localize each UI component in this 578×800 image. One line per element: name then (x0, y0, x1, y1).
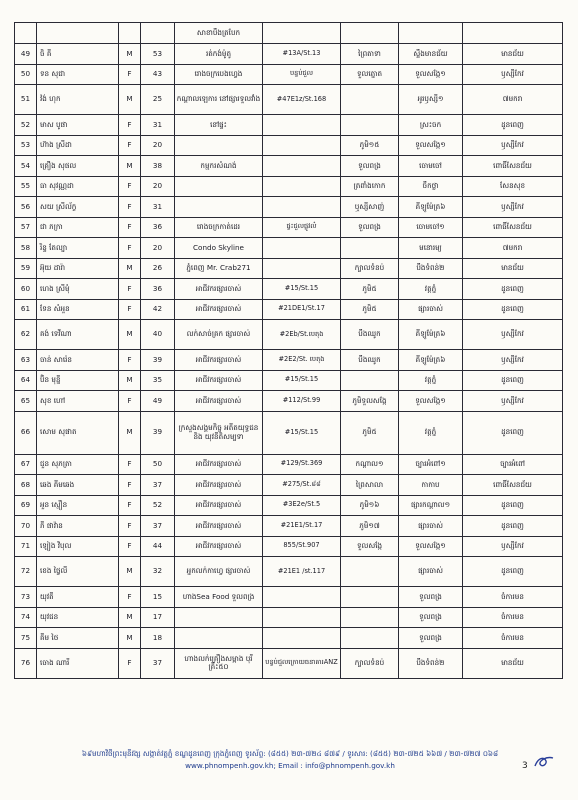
table-row (15, 475, 563, 496)
cell-age: 20 (141, 238, 175, 259)
cell-workplace (175, 628, 263, 649)
cell-name: ឡៀង វិបុល (37, 536, 119, 557)
cell-no: 73 (15, 587, 37, 608)
table-row (15, 279, 563, 300)
cell-district: ដូនពេញ (463, 495, 563, 516)
cell-name: សយ ស្រីល័ក្ខ (37, 197, 119, 218)
table-row (15, 156, 563, 177)
cell-no: 68 (15, 475, 37, 496)
patient-list-table (14, 22, 563, 679)
cell-name: ប៊ិន មុន្នី (37, 370, 119, 391)
cell-name: ទែន សំអួន (37, 299, 119, 320)
cell-sex: F (119, 238, 141, 259)
cell-workplace: អ្នកលក់កាហ្វេ ផ្សារចាស់ (175, 557, 263, 587)
cell-sex: F (119, 115, 141, 136)
cell-sex: M (119, 370, 141, 391)
cell-house-street: #275/St.៨៨ (263, 475, 341, 496)
header-cell (119, 23, 141, 44)
cell-no: 55 (15, 176, 37, 197)
header-cell (463, 23, 563, 44)
cell-workplace (175, 176, 263, 197)
table-row (15, 495, 563, 516)
cell-no: 67 (15, 454, 37, 475)
cell-sex: M (119, 85, 141, 115)
cell-workplace: Condo Skyline (175, 238, 263, 259)
table-row (15, 411, 563, 454)
cell-house-street: #15/St.15 (263, 279, 341, 300)
cell-district: ពោធិ៍សែនជ័យ (463, 475, 563, 496)
cell-sex: F (119, 454, 141, 475)
cell-workplace (175, 607, 263, 628)
cell-house-street (263, 238, 341, 259)
header-cell (141, 23, 175, 44)
footer (40, 748, 540, 771)
cell-village: ភូមិ១៥ (341, 135, 399, 156)
cell-commune: គីឡូម៉ែត្រ៦ (399, 350, 463, 371)
cell-village: កណ្ដាល១ (341, 454, 399, 475)
cell-house-street: បន្ទប់ជួល (263, 64, 341, 85)
table-row (15, 44, 563, 65)
cell-name: អួន ស្មឿន (37, 495, 119, 516)
table-row (15, 350, 563, 371)
table-row (15, 648, 563, 678)
cell-name: ខេង ថ្វៃលី (37, 557, 119, 587)
cell-village: ភូមិទួលសង្កែ (341, 391, 399, 412)
footer-website: www.phnompenh.gov.kh; Email : info@phnompenh.gov.kh (185, 760, 395, 770)
cell-sex: F (119, 176, 141, 197)
cell-no: 53 (15, 135, 37, 156)
cell-workplace: អាជីវករផ្សារចាស់ (175, 454, 263, 475)
cell-age: 53 (141, 44, 175, 65)
cell-sex: F (119, 587, 141, 608)
table-row (15, 258, 563, 279)
cell-village: ទួលត្នោត (341, 64, 399, 85)
table-row (15, 607, 563, 628)
table-row (15, 370, 563, 391)
table-row (15, 115, 563, 136)
cell-name: ចិ គី (37, 44, 119, 65)
cell-commune: វត្តភ្នំ (399, 370, 463, 391)
cell-district: ដូនពេញ (463, 370, 563, 391)
cell-no: 61 (15, 299, 37, 320)
cell-district: មានជ័យ (463, 44, 563, 65)
table-row (15, 135, 563, 156)
table-row (15, 299, 563, 320)
cell-name: គ្រឿង សុផល (37, 156, 119, 177)
cell-commune: ទួលសង្កែ១ (399, 536, 463, 557)
cell-name: ភី ផាវ៉ាន (37, 516, 119, 537)
table-row (15, 587, 563, 608)
cell-commune: ទួលសង្កែ១ (399, 391, 463, 412)
cell-sex: F (119, 299, 141, 320)
cell-house-street: #21E1 /st.117 (263, 557, 341, 587)
cell-house-street: #47E1z/St.168 (263, 85, 341, 115)
cell-village (341, 628, 399, 649)
cell-sex: F (119, 495, 141, 516)
cell-workplace: កណ្ដាលឡេការ នៅផ្សារទួលវាំង (175, 85, 263, 115)
cell-age: 31 (141, 115, 175, 136)
cell-name: ទន សុជា (37, 64, 119, 85)
cell-no: 60 (15, 279, 37, 300)
cell-house-street (263, 115, 341, 136)
cell-commune: គីឡូម៉ែត្រ៦ (399, 320, 463, 350)
cell-name: វ៉ង់ ហុក (37, 85, 119, 115)
cell-sex: F (119, 64, 141, 85)
cell-no: 50 (15, 64, 37, 85)
cell-commune: មនោរម្យ (399, 238, 463, 259)
cell-name: យុវតី (37, 587, 119, 608)
cell-age: 18 (141, 628, 175, 649)
cell-house-street (263, 587, 341, 608)
cell-commune: វត្តភ្នំ (399, 411, 463, 454)
cell-commune: ស្រះចក (399, 115, 463, 136)
cell-sex: M (119, 628, 141, 649)
cell-district: សែនសុខ (463, 176, 563, 197)
cell-sex: M (119, 44, 141, 65)
table-row (15, 454, 563, 475)
cell-village: ភូមិ៥ (341, 299, 399, 320)
cell-workplace: អាជីវករផ្សារចាស់ (175, 516, 263, 537)
cell-age: 36 (141, 217, 175, 238)
cell-house-street: #15/St.15 (263, 370, 341, 391)
cell-district: ឫស្សីកែវ (463, 64, 563, 85)
cell-house-street (263, 258, 341, 279)
cell-workplace: នៅផ្ទះ (175, 115, 263, 136)
cell-commune: បឹងទំពន់២ (399, 258, 463, 279)
cell-age: 44 (141, 536, 175, 557)
cell-sex: F (119, 197, 141, 218)
cell-village (341, 85, 399, 115)
cell-village: បឹងឈូក (341, 320, 399, 350)
cell-village: ទួលពង្រ (341, 156, 399, 177)
cell-house-street: 855/St.907 (263, 536, 341, 557)
cell-village (341, 238, 399, 259)
cell-name: គង់ ទេវីណា (37, 320, 119, 350)
cell-commune: ទួលពង្រ (399, 607, 463, 628)
cell-age: 49 (141, 391, 175, 412)
cell-age: 20 (141, 176, 175, 197)
cell-village (341, 557, 399, 587)
table-row (15, 85, 563, 115)
cell-workplace: អាជីវករផ្សារចាស់ (175, 279, 263, 300)
cell-workplace: លក់សាច់គ្រក ផ្សារចាស់ (175, 320, 263, 350)
cell-house-street: បន្ទប់ជួលក្រោយធនាគារANZ (263, 648, 341, 678)
cell-age: 26 (141, 258, 175, 279)
cell-workplace: អាជីវករផ្សារចាស់ (175, 350, 263, 371)
cell-district: ឫស្សីកែវ (463, 391, 563, 412)
cell-village: ភូមិ៥ (341, 411, 399, 454)
cell-commune: ចោមចៅ១ (399, 217, 463, 238)
cell-district: ដូនពេញ (463, 279, 563, 300)
cell-house-street: #2E2/St. បេតុង (263, 350, 341, 371)
cell-commune: ចឹកថ្លា (399, 176, 463, 197)
cell-workplace: អាជីវករផ្សារចាស់ (175, 536, 263, 557)
cell-no: 65 (15, 391, 37, 412)
cell-no: 49 (15, 44, 37, 65)
cell-district: ពោធិ៍សែនជ័យ (463, 156, 563, 177)
cell-village: ទួលពង្រ (341, 217, 399, 238)
cell-house-street: ផ្ទះជួលផ្លូវលំ (263, 217, 341, 238)
cell-no: 59 (15, 258, 37, 279)
cell-workplace: អាជីវករផ្សារចាស់ (175, 475, 263, 496)
cell-name: ជួន សុភត្រា (37, 454, 119, 475)
cell-age: 52 (141, 495, 175, 516)
cell-sex: F (119, 475, 141, 496)
cell-no: 52 (15, 115, 37, 136)
cell-house-street: #2Eb/St.បេតុង (263, 320, 341, 350)
cell-age: 15 (141, 587, 175, 608)
cell-district: ពោធិ៍សែនជ័យ (463, 217, 563, 238)
cell-district: ឫស្សីកែវ (463, 197, 563, 218)
cell-commune: ផ្សារចាស់ (399, 516, 463, 537)
cell-house-street: #112/St.99 (263, 391, 341, 412)
cell-name: ឆេង គីមឆេង (37, 475, 119, 496)
cell-commune: ផ្សារចាស់ (399, 299, 463, 320)
cell-sex: F (119, 536, 141, 557)
cell-district: ដូនពេញ (463, 411, 563, 454)
cell-workplace: អាជីវករផ្សារចាស់ (175, 495, 263, 516)
cell-workplace: ហាងលក់គ្រឿងសម្អាង បុរីគ្រឹះ៥០ (175, 648, 263, 678)
cell-name: ហ៊ាង ស្រីដា (37, 135, 119, 156)
table-row (15, 64, 563, 85)
cell-village: ទួលសង្កែ (341, 536, 399, 557)
cell-commune: បឹងទំពន់២ (399, 648, 463, 678)
cell-name: សុខ ហៅ (37, 391, 119, 412)
cell-village: ក្បាលទំនប់ (341, 258, 399, 279)
cell-sex: F (119, 516, 141, 537)
cell-name: ចាន់ សារ៉េន (37, 350, 119, 371)
table-row (15, 628, 563, 649)
cell-commune: ផ្សារចាស់ (399, 557, 463, 587)
cell-workplace (175, 135, 263, 156)
cell-age: 39 (141, 411, 175, 454)
table-row (15, 536, 563, 557)
cell-age: 50 (141, 454, 175, 475)
cell-sex: F (119, 350, 141, 371)
header-cell (263, 23, 341, 44)
cell-commune: ច្បារអំពៅ១ (399, 454, 463, 475)
cell-village (341, 115, 399, 136)
cell-commune: វត្តភ្នំ (399, 279, 463, 300)
cell-sex: M (119, 156, 141, 177)
cell-district: ៧មករា (463, 85, 563, 115)
cell-village: ព្រៃតាទា (341, 44, 399, 65)
cell-no: 76 (15, 648, 37, 678)
cell-name: គីម ថៃ (37, 628, 119, 649)
cell-age: 43 (141, 64, 175, 85)
cell-commune: គីឡូម៉ែត្រ៦ (399, 197, 463, 218)
cell-no: 56 (15, 197, 37, 218)
cell-village: បឹងឈូក (341, 350, 399, 371)
cell-district: ដូនពេញ (463, 115, 563, 136)
cell-name: ធា សុវណ្ណដា (37, 176, 119, 197)
cell-house-street: #21E1/St.17 (263, 516, 341, 537)
cell-age: 17 (141, 607, 175, 628)
cell-workplace: អាជីវករផ្សារចាស់ (175, 299, 263, 320)
cell-age: 39 (141, 350, 175, 371)
cell-house-street: #21DE1/St.17 (263, 299, 341, 320)
header-cell (15, 23, 37, 44)
cell-district: ចំការមន (463, 587, 563, 608)
cell-no: 62 (15, 320, 37, 350)
cell-commune: អូរឫស្សី១ (399, 85, 463, 115)
cell-commune: ស្ទឹងមានជ័យ (399, 44, 463, 65)
cell-house-street (263, 197, 341, 218)
cell-house-street: #13A/St.13 (263, 44, 341, 65)
table-header-row (15, 23, 563, 44)
cell-age: 42 (141, 299, 175, 320)
cell-name: មាស បូផា (37, 115, 119, 136)
table-row (15, 197, 563, 218)
cell-house-street (263, 176, 341, 197)
cell-sex: M (119, 258, 141, 279)
cell-workplace (175, 197, 263, 218)
cell-village: ក្បាលទំនប់ (341, 648, 399, 678)
cell-no: 72 (15, 557, 37, 587)
cell-district: មានជ័យ (463, 258, 563, 279)
cell-workplace: អាជីវករផ្សារចាស់ (175, 370, 263, 391)
cell-sex: M (119, 320, 141, 350)
cell-name: ជា ភក្រា (37, 217, 119, 238)
header-cell: សាខាបឹងត្របែក (175, 23, 263, 44)
cell-no: 71 (15, 536, 37, 557)
cell-workplace: ហាងSea Food ទួលពង្រ (175, 587, 263, 608)
cell-workplace: ក្រសួងសង្គមកិច្ច អតីតយុទ្ធជន និង យុវនីតិសម្បទា (175, 411, 263, 454)
cell-commune: កាកាប (399, 475, 463, 496)
cell-district: ដូនពេញ (463, 299, 563, 320)
cell-workplace: កម្មករសំណង់ (175, 156, 263, 177)
cell-workplace: រោងចក្រកាត់ដេរ (175, 217, 263, 238)
cell-house-street (263, 607, 341, 628)
cell-village: ភូមិ១៧ (341, 516, 399, 537)
footer-address: ៦៩មហាវិថីព្រះមុនីវង្ស សង្កាត់វត្តភ្នំ ខណ្ឌដូនពេញ ក្រុងភ្នំពេញ ទូរស័ព្ទ: (៨៥៥) ២៣-៧២៤ ៨៧៩ / ទូរសារ: (៨៥៥) ២៣-៧២៥ ៦៦៧ / ២៣-៧២៧ ០៦៨ (81, 749, 499, 758)
cell-house-street: #3E2e/St.5 (263, 495, 341, 516)
cell-workplace: រោងចក្របេងហ្វេង (175, 64, 263, 85)
cell-age: 20 (141, 135, 175, 156)
cell-age: 31 (141, 197, 175, 218)
cell-district: ឫស្សីកែវ (463, 350, 563, 371)
cell-house-street (263, 156, 341, 177)
table-body (15, 23, 563, 679)
cell-workplace: ភ្នំពេញ Mr. Crab271 (175, 258, 263, 279)
cell-no: 58 (15, 238, 37, 259)
cell-no: 64 (15, 370, 37, 391)
header-cell (399, 23, 463, 44)
cell-commune: ទួលពង្រ (399, 628, 463, 649)
cell-sex: F (119, 391, 141, 412)
header-cell (37, 23, 119, 44)
cell-district: ច្បារអំពៅ (463, 454, 563, 475)
cell-age: 37 (141, 516, 175, 537)
cell-district: ចំការមន (463, 607, 563, 628)
table-row (15, 320, 563, 350)
cell-district: ដូនពេញ (463, 516, 563, 537)
cell-village (341, 607, 399, 628)
page-number: 3 (522, 761, 528, 771)
cell-sex: F (119, 135, 141, 156)
cell-age: 35 (141, 370, 175, 391)
cell-village: ឬស្សីសាញ់ (341, 197, 399, 218)
cell-name: រិន្ទ តែល្បា (37, 238, 119, 259)
cell-name: ហេង ស្រីមុំ (37, 279, 119, 300)
table-row (15, 217, 563, 238)
cell-district: ចំការមន (463, 628, 563, 649)
cell-no: 69 (15, 495, 37, 516)
cell-workplace: អាជីវករផ្សារចាស់ (175, 391, 263, 412)
cell-sex: M (119, 607, 141, 628)
cell-village (341, 587, 399, 608)
table-row (15, 557, 563, 587)
cell-commune: ចោមចៅ (399, 156, 463, 177)
cell-no: 75 (15, 628, 37, 649)
cell-name: យុវជន (37, 607, 119, 628)
cell-sex: F (119, 279, 141, 300)
table-row (15, 391, 563, 412)
cell-age: 36 (141, 279, 175, 300)
cell-no: 57 (15, 217, 37, 238)
cell-village: ភូមិ១៦ (341, 495, 399, 516)
cell-commune: ទួលពង្រ (399, 587, 463, 608)
initial-mark-icon (532, 752, 556, 772)
cell-sex: F (119, 648, 141, 678)
cell-village: ព្រៃសាលា (341, 475, 399, 496)
table-row (15, 238, 563, 259)
cell-no: 74 (15, 607, 37, 628)
cell-age: 37 (141, 648, 175, 678)
cell-house-street: #129/St.369 (263, 454, 341, 475)
cell-sex: M (119, 411, 141, 454)
cell-house-street: #15/St.15 (263, 411, 341, 454)
cell-no: 70 (15, 516, 37, 537)
table-row (15, 516, 563, 537)
cell-name: អ៊ុយ ដារ៉ា (37, 258, 119, 279)
cell-no: 54 (15, 156, 37, 177)
cell-name: ចោង ណារី (37, 648, 119, 678)
cell-commune: ផ្សារកណ្ដាល១ (399, 495, 463, 516)
cell-age: 40 (141, 320, 175, 350)
cell-age: 38 (141, 156, 175, 177)
cell-district: ៧មករា (463, 238, 563, 259)
cell-commune: ទួលសង្កែ១ (399, 64, 463, 85)
cell-sex: F (119, 217, 141, 238)
cell-name: សោម សុផាត (37, 411, 119, 454)
cell-age: 37 (141, 475, 175, 496)
cell-commune: ទួលសង្កែ១ (399, 135, 463, 156)
cell-age: 25 (141, 85, 175, 115)
cell-village: ភូមិ៥ (341, 279, 399, 300)
cell-district: ដូនពេញ (463, 557, 563, 587)
cell-district: ឫស្សីកែវ (463, 320, 563, 350)
cell-no: 63 (15, 350, 37, 371)
cell-village: ត្រពាំងកោក (341, 176, 399, 197)
cell-district: ឫស្សីកែវ (463, 536, 563, 557)
cell-house-street (263, 135, 341, 156)
cell-sex: M (119, 557, 141, 587)
cell-no: 51 (15, 85, 37, 115)
header-cell (341, 23, 399, 44)
cell-house-street (263, 628, 341, 649)
cell-village (341, 370, 399, 391)
cell-no: 66 (15, 411, 37, 454)
table-row (15, 176, 563, 197)
cell-workplace: រត់កង់ម៉ូតូ (175, 44, 263, 65)
cell-district: ឫស្សីកែវ (463, 135, 563, 156)
cell-district: មានជ័យ (463, 648, 563, 678)
cell-age: 32 (141, 557, 175, 587)
